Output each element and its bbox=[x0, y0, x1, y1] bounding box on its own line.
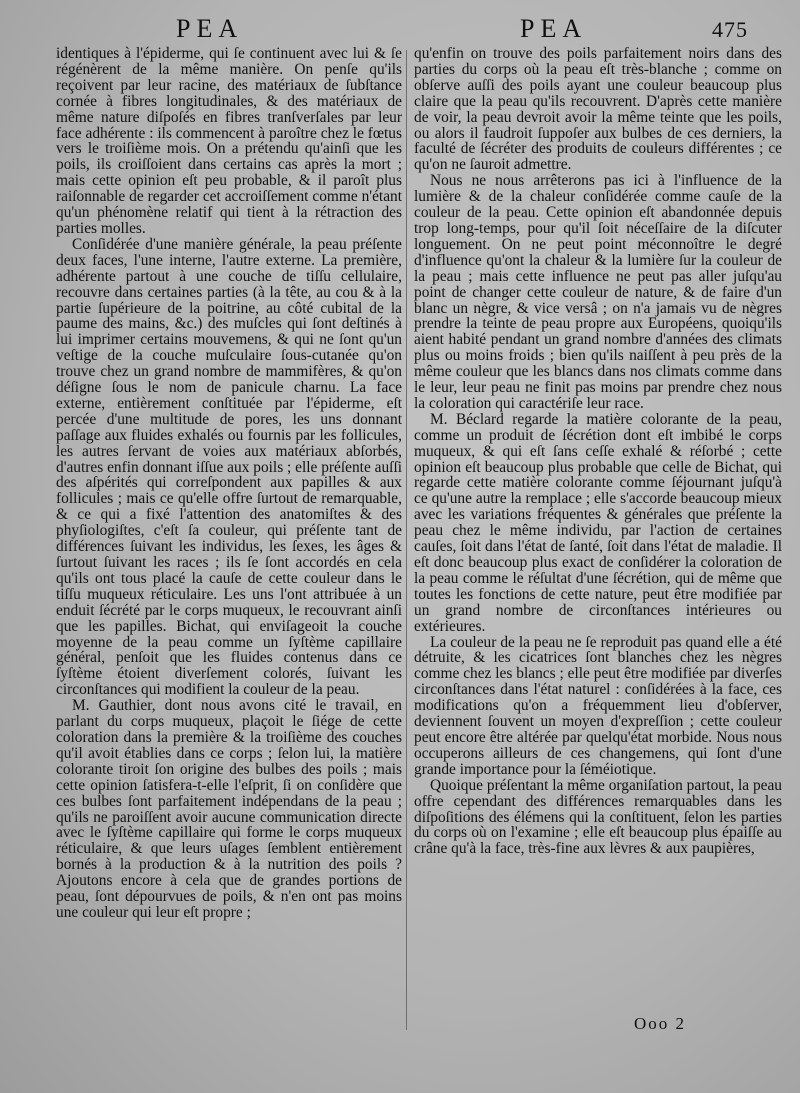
left-column bbox=[56, 46, 402, 1086]
paragraph: Nous ne nous arrêterons pas ici à l'influence de la lumière & de la chaleur conſidérée comme cauſe de la couleur de la peau. Cette opinion eſt abandonnée depuis trop long-temps, pour qu'il ſoit néceſſaire de la diſcuter longuement. On ne peut point méconnoître le degré d'influence qu'ont la chaleur & la lumière ſur la couleur de la peau ; mais cette influence ne peut pas aller juſqu'au point de changer cette couleur de nature, & de faire d'un blanc un nègre, & vice versâ ; on n'a jamais vu de nègres prendre la teinte de peau propre aux Européens, quoiqu'ils aient habité pendant un grand nombre d'années des climats plus ou moins froids ; bien qu'ils naiſſent à peu près de la même couleur que les blancs dans nos climats comme dans le leur, leur peau ne finit pas moins par prendre chez nous la coloration qui caractériſe leur race. bbox=[414, 172, 782, 412]
right-column bbox=[414, 46, 782, 1086]
paragraph: M. Gauthier, dont nous avons cité le travail, en parlant du corps muqueux, plaçoit le ſiége de cette coloration dans la première & la troiſième des couches qu'il avoit établies dans ce corps ; ſelon lui, la matière colorante tiroit ſon origine des bulbes des poils ; mais cette opinion ſatisfera-t-elle l'eſprit, ſi on conſidère que ces bulbes ſont parfaitement indépendans de la peau ; qu'ils ne paroiſſent avoir aucune communication directe avec le ſyſtème capillaire qui forme le corps muqueux réticulaire, & que leurs uſages ſemblent entièrement bornés à la production & à la nutrition des poils ? Ajoutons encore à cela que de grandes portions de peau, ſont dépourvues de poils, & n'en ont pas moins une couleur qui leur eſt propre ; bbox=[56, 697, 402, 921]
paragraph: qu'enfin on trouve des poils parfaitement noirs dans des parties du corps où la peau eſt très-blanche ; comme on obſerve auſſi des poils ayant une couleur beaucoup plus claire que la peau qu'ils recouvrent. D'après cette manière de voir, la peau devroit avoir la même teinte que les poils, ou alors il faudroit ſuppoſer aux bulbes de ces derniers, la faculté de ſécréter des produits de couleurs différentes ; ce qu'on ne ſauroit admettre. bbox=[414, 46, 782, 174]
paragraph: La couleur de la peau ne ſe reproduit pas quand elle a été détruite, & les cicatrices ſont blanches chez les nègres comme chez les blancs ; elle peut être modifiée par diverſes circonſtances dans l'état naturel : conſidérées à la face, ces modifications qu'on a fréquemment lieu d'obſerver, deviennent ſouvent un moyen d'expreſſion ; cette couleur peut encore être altérée par quelqu'état morbide. Nous nous occuperons ailleurs de ces changemens, qui ſont d'une grande importance pour la ſéméiotique. bbox=[414, 633, 782, 778]
paragraph: identiques à l'épiderme, qui ſe continuent avec lui & ſe régénèrent de la même manière. On penſe qu'ils reçoivent par leur racine, des matériaux de ſubſtance cornée à fibres longitudinales, & des matériaux de même nature diſpoſés en fibres tranſverſales par leur face adhérente : ils commencent à paroître chez le fœtus vers le troiſième mois. On a prétendu qu'ainſi que les poils, ils croiſſoient dans certains cas après la mort ; mais cette opinion eſt peu probable, & il paroît plus raiſonnable de regarder cet accroiſſement comme n'étant qu'un phénomène relatif qui tient à la rétraction des parties molles. bbox=[56, 46, 402, 237]
running-head-right: PEA bbox=[520, 14, 588, 43]
page-number: 475 bbox=[712, 17, 748, 42]
paragraph: M. Béclard regarde la matière colorante de la peau, comme un produit de ſécrétion dont eſt imbibé le corps muqueux, & qui eſt ſans ceſſe exhalé & réſorbé ; cette opinion eſt beaucoup plus probable que celle de Bichat, qui regarde cette matière colorante comme ſéjournant juſqu'à ce qu'une autre la remplace ; elle s'accorde beaucoup mieux avec les variations fréquentes & générales que préſente la peau chez le même individu, par l'action de certaines cauſes, ſoit dans l'état de ſanté, ſoit dans l'état de maladie. Il eſt donc beaucoup plus exact de conſidérer la coloration de la peau comme le réſultat d'une ſécrétion, qui de même que toutes les fonctions de cette nature, peut être modifiée par un grand nombre de circonſtances intérieures ou extérieures. bbox=[414, 410, 782, 635]
running-header bbox=[0, 14, 800, 48]
paragraph: Quoique préſentant la même organiſation partout, la peau offre cependant des différences remarquables dans les diſpoſitions des élémens qui la conſtituent, ſelon les parties du corps où on l'examine ; elle eſt beaucoup plus épaiſſe au crâne qu'à la face, très-fine aux lèvres & aux paupières, bbox=[414, 776, 782, 858]
running-head-left: PEA bbox=[176, 14, 244, 43]
column-rule bbox=[406, 50, 407, 1030]
paragraph: Conſidérée d'une manière générale, la peau préſente deux faces, l'une interne, l'autre externe. La première, adhérente partout à une couche de tiſſu cellulaire, recouvre dans certaines parties (à la tête, au cou & à la partie ſupérieure de la poitrine, au côté cubital de la paume des mains, &c.) des muſcles qui ſont deſtinés à lui imprimer certains mouvemens, & qui ne ſont qu'un veſtige de la couche muſculaire ſous-cutanée qu'on trouve chez un grand nombre de mammifères, & qu'on déſigne ſous le nom de panicule charnu. La face externe, entièrement conſtituée par l'épiderme, eſt percée d'une multitude de pores, les uns donnant paſſage aux fluides exhalés ou fournis par les follicules, les autres ſervant de voies aux matériaux abſorbés, d'autres enfin donnant iſſue aux poils ; elle préſente auſſi des aſpérités qui correſpondent aux papilles & aux follicules ; mais ce qu'elle offre ſurtout de remarquable, & ce qui a fixé l'attention des anatomiſtes & des phyſiologiſtes, c'eſt ſa couleur, qui préſente tant de différences ſuivant les individus, les ſexes, les âges & ſurtout ſuivant les races ; ils ſe ſont accordés en cela qu'ils ont tous placé la cauſe de cette couleur dans le tiſſu muqueux réticulaire. Les uns l'ont attribuée à un enduit ſécrété par le corps muqueux, le recouvrant ainſi que les papilles. Bichat, qui enviſageoit la couche moyenne de la peau comme un ſyſtème capillaire général, penſoit que les fluides contenus dans ce ſyſtème étoient diverſement colorés, ſuivant les circonſtances qui modifient la couleur de la peau. bbox=[56, 235, 402, 699]
signature-mark: Ooo 2 bbox=[634, 1014, 687, 1033]
